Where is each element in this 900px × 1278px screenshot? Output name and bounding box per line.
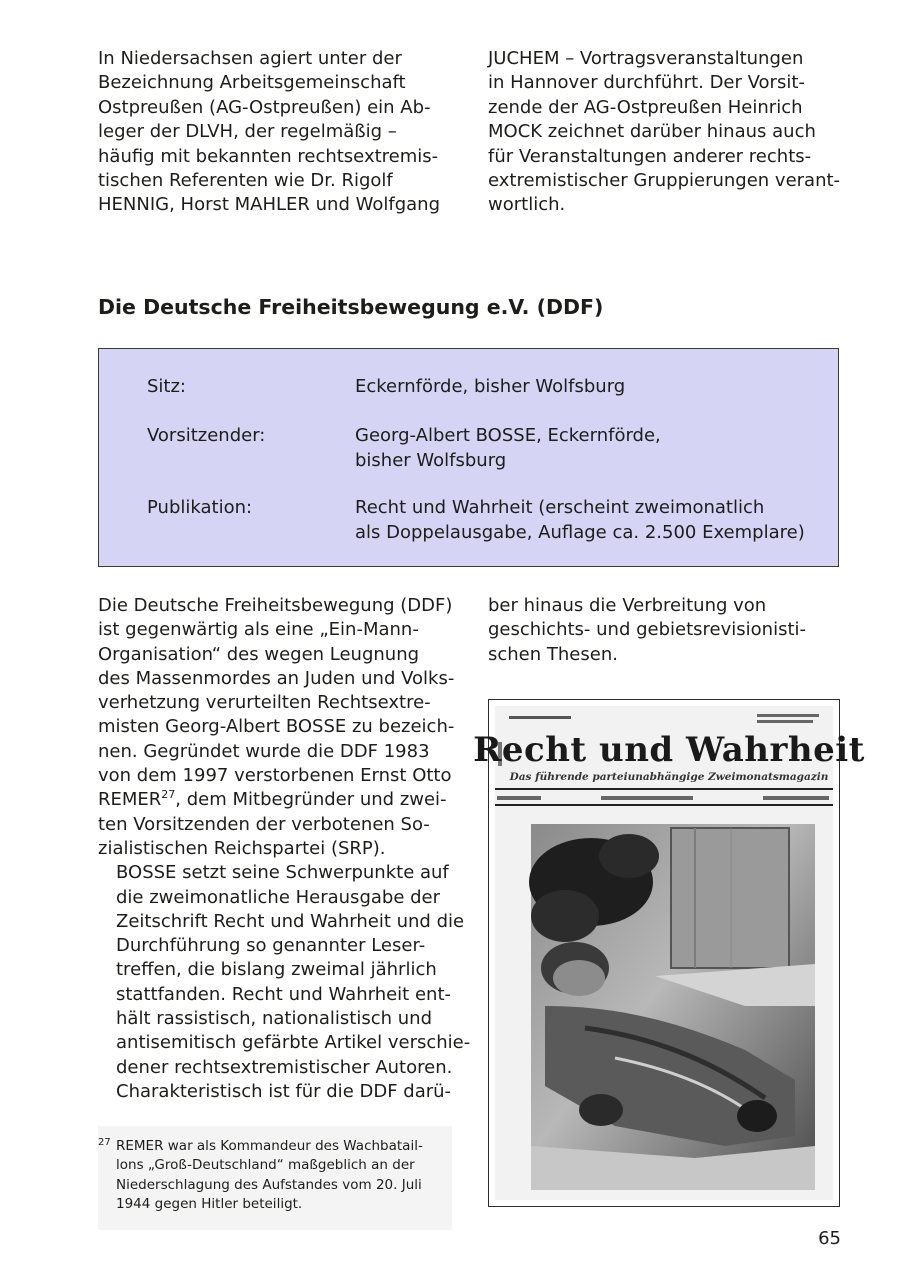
info-box: [98, 348, 839, 567]
intro-left-column: In Niedersachsen agiert unter der Bezeichnung Arbeitsgemeinschaft Ostpreußen (AG-Ostpreußen) ein Ab- leger der DLVH, der regelmäßig – häufig mit bekannten rechtsextremis- tischen Referenten wie Dr. Rigolf HENNIG, Horst MAHLER und Wolfgang: [98, 48, 440, 216]
info-value-vorsitzender: Georg-Albert BOSSE, Eckernförde, bisher Wolfsburg: [355, 425, 661, 471]
footnote-number: 27: [98, 1137, 111, 1148]
body-right-column: ber hinaus die Verbreitung von geschichts- und gebietsrevisionisti- schen Thesen.: [488, 595, 807, 665]
cover-photo: [529, 824, 815, 1190]
info-label-vorsitzender: Vorsitzender:: [147, 425, 266, 446]
body-p1-text-cont: , dem Mitbegründer und zwei- ten Vorsitzenden der verbotenen So- zialistischen Reichspartei (SRP).: [98, 789, 447, 859]
footnote-reference: 27: [161, 788, 176, 802]
magazine-cover-image: [473, 699, 865, 1207]
info-value-sitz: Eckernförde, bisher Wolfsburg: [355, 376, 626, 397]
footnote-text: REMER war als Kommandeur des Wachbatail- lons „Groß-Deutschland“ maßgeblich an der Niederschlagung des Aufstandes vom 20. Juli 1944 gegen Hitler beteiligt.: [116, 1138, 423, 1213]
footnote: [98, 1137, 423, 1213]
body-p1-text: Die Deutsche Freiheitsbewegung (DDF) ist gegenwärtig als eine „Ein-Mann- Organisation“ des wegen Leugnung des Massenmordes an Juden und Volks- verhetzung verurteilten Rechtsextre- misten Georg-Albert BOSSE zu bezeich- nen. Gegründet wurde die DDF 1983 von dem 1997 verstorbenen Ernst Otto REMER: [98, 595, 455, 811]
cover-masthead: Recht und Wahrheit: [473, 730, 865, 770]
info-label-publikation: Publikation:: [147, 497, 253, 518]
intro-right-column: JUCHEM – Vortragsveranstaltungen in Hannover durchführt. Der Vorsit- zende der AG-Ostpreußen Heinrich MOCK zeichnet darüber hinaus auch für Veranstaltungen anderer rechts- extremistischer Gruppierungen verant- wortlich.: [488, 48, 841, 216]
body-paragraph-2: BOSSE setzt seine Schwerpunkte auf die zweimonatliche Herausgabe der Zeitschrift Recht und Wahrheit und die Durchführung so genannter Leser- treffen, die bislang zweimal jährlich stattfanden. Recht und Wahrheit ent- hält rassistisch, nationalistisch und antisemitisch gefärbte Artikel verschie- dener rechtsextremistischer Autoren. Charakteristisch ist für die DDF darü-: [116, 862, 471, 1102]
magazine-cover: [473, 706, 865, 1200]
info-label-sitz: Sitz:: [147, 376, 186, 397]
cover-subtitle: Das führende parteiunabhängige Zweimonatsmagazin: [509, 771, 829, 783]
section-heading: Die Deutsche Freiheitsbewegung e.V. (DDF): [98, 295, 604, 319]
body-paragraph-1: [98, 595, 454, 859]
page-number: 65: [818, 1228, 841, 1249]
info-value-publikation: Recht und Wahrheit (erscheint zweimonatlich als Doppelausgabe, Auflage ca. 2.500 Exemplare): [355, 497, 805, 543]
body-left-column: [98, 594, 470, 1104]
